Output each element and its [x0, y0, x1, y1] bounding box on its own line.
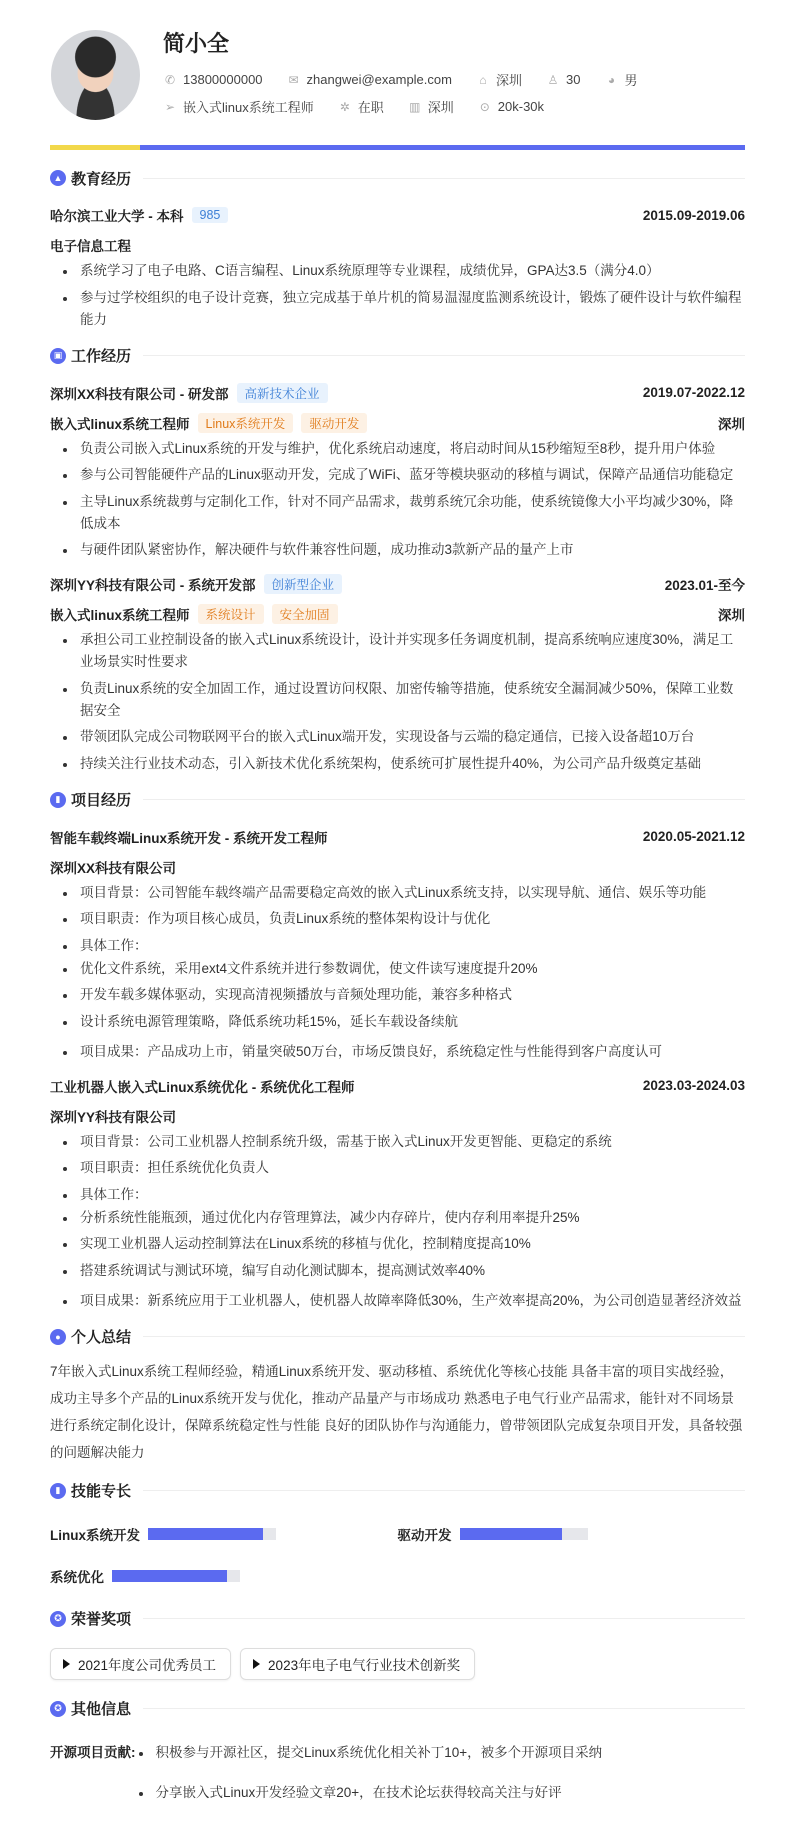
skill-bar-fill [460, 1528, 562, 1540]
skill-bar-fill [112, 1570, 227, 1582]
company: 深圳YY科技有限公司 - 系统开发部 [50, 578, 256, 593]
city: 深圳 [718, 608, 745, 623]
list-item: 项目职责：作为项目核心成员，负责Linux系统的整体架构设计与优化 [50, 908, 745, 930]
date: 2023.03-2024.03 [642, 1078, 745, 1093]
skill-bar [112, 1570, 240, 1582]
skill-bar [148, 1528, 276, 1540]
triangle-icon [63, 1659, 70, 1669]
project-name: 工业机器人嵌入式Linux系统优化 - 系统优化工程师 [50, 1079, 355, 1095]
briefcase-icon: ▣ [50, 348, 66, 364]
chart-icon: ▮ [50, 792, 66, 808]
other-label: 开源项目贡献: [50, 1744, 136, 1760]
section-title: 个人总结 [71, 1329, 132, 1346]
graduation-cap-icon: ▲ [50, 170, 66, 186]
list-item: 项目职责：担任系统优化负责人 [50, 1157, 745, 1179]
date: 2023.01-至今 [664, 578, 745, 593]
company: 深圳XX科技有限公司 - 研发部 [50, 386, 229, 402]
user-icon: ● [50, 1329, 66, 1345]
list-item: 优化文件系统，采用ext4文件系统并进行参数调优，使文件读写速度提升20% [50, 958, 745, 980]
skill-bar [460, 1528, 588, 1540]
list-item: 项目成果：新系统应用于工业机器人，使机器人故障率降低30%，生产效率提高20%，为公司创造显著经济效益 [50, 1290, 745, 1312]
project-name: 智能车载终端Linux系统开发 - 系统开发工程师 [50, 830, 328, 846]
age: 30 [565, 72, 581, 87]
skill-tag: 驱动开发 [301, 413, 367, 433]
date: 2020.05-2021.12 [642, 829, 745, 844]
role: 嵌入式linux系统工程师 [50, 416, 190, 432]
skill-tag: Linux系统开发 [198, 413, 294, 433]
company: 深圳XX科技有限公司 [50, 860, 177, 876]
award-label: 2021年度公司优秀员工 [78, 1657, 217, 1673]
info-icon: ✪ [50, 1701, 66, 1717]
date: 2019.07-2022.12 [642, 385, 745, 400]
award-icon: ✪ [50, 1611, 66, 1627]
other-section [50, 1698, 745, 1822]
send-icon: ➢ [164, 99, 176, 114]
list-item: 积极参与开源社区，提交Linux系统优化相关补丁10+，被多个开源项目采纳 [126, 1742, 603, 1764]
resume-body [50, 167, 745, 1842]
building-icon: ▥ [409, 99, 421, 114]
section-title: 技能专长 [71, 1483, 132, 1500]
school-tag: 985 [192, 207, 229, 223]
skill-item [50, 1566, 398, 1586]
list-item: 分析系统性能瓶颈，通过优化内存管理算法，减少内存碎片，使内存利用率提升25% [50, 1207, 745, 1229]
company-tag: 高新技术企业 [237, 383, 328, 403]
list-item: 项目背景：公司智能车载终端产品需要稳定高效的嵌入式Linux系统支持，以实现导航、通信、娱乐等功能 [50, 882, 745, 904]
list-item: 与硬件团队紧密协作，解决硬件与软件兼容性问题，成功推动3款新产品的量产上市 [50, 539, 745, 561]
city: 深圳 [495, 73, 522, 88]
skill-tag: 系统设计 [198, 604, 264, 624]
list-item: 负责Linux系统的安全加固工作，通过设置访问权限、加密传输等措施，使系统安全漏洞减少50%，保障工业数据安全 [50, 678, 745, 722]
skill-bar-fill [148, 1528, 263, 1540]
major: 电子信息工程 [50, 239, 131, 254]
projects-section [50, 789, 745, 1312]
phone-icon: ✆ [164, 72, 176, 87]
header-divider [50, 145, 745, 150]
list-item: 参与过学校组织的电子设计竞赛，独立完成基于单片机的简易温湿度监测系统设计，锻炼了硬件设计与软件编程能力 [50, 287, 745, 331]
city: 深圳 [718, 416, 745, 432]
role: 嵌入式linux系统工程师 [50, 608, 190, 623]
list-item: 开发车载多媒体驱动，实现高清视频播放与音频处理功能，兼容多种格式 [50, 984, 745, 1006]
list-item: 分享嵌入式Linux开发经验文章20+，在技术论坛获得较高关注与好评 [126, 1782, 603, 1804]
skills-section [50, 1480, 745, 1586]
triangle-icon [253, 1659, 260, 1669]
section-title: 项目经历 [71, 792, 132, 809]
skill-name: 驱动开发 [397, 1527, 452, 1543]
date: 2015.09-2019.06 [642, 207, 745, 223]
gender: 男 [624, 73, 638, 88]
summary-section [50, 1326, 745, 1466]
list-item: 设计系统电源管理策略，降低系统功耗15%，延长车载设备续航 [50, 1011, 745, 1033]
gender-icon: ◕ [607, 72, 616, 87]
avatar [51, 30, 140, 120]
list-item: 具体工作： [50, 935, 745, 957]
candidate-name: 简小全 [163, 31, 230, 56]
list-item: 项目背景：公司工业机器人控制系统升级，需基于嵌入式Linux开发更智能、更稳定的系统 [50, 1131, 745, 1153]
work-section [50, 345, 745, 775]
section-title: 其他信息 [71, 1701, 132, 1718]
award-label: 2023年电子电气行业技术创新奖 [268, 1657, 461, 1673]
list-item: 负责公司嵌入式Linux系统的开发与维护，优化系统启动速度，将启动时间从15秒缩短至8秒，提升用户体验 [50, 438, 745, 460]
list-item: 参与公司智能硬件产品的Linux驱动开发，完成了WiFi、蓝牙等模块驱动的移植与调试，保障产品通信功能稳定 [50, 464, 745, 486]
mail-icon: ✉ [288, 72, 299, 87]
home-icon: ⌂ [479, 72, 487, 87]
list-item: 搭建系统调试与测试环境，编写自动化测试脚本，提高测试效率40% [50, 1260, 745, 1282]
list-item: 主导Linux系统裁剪与定制化工作，针对不同产品需求，裁剪系统冗余功能，使系统镜像大小平均减少30%，降低成本 [50, 491, 745, 535]
section-title: 工作经历 [71, 348, 132, 365]
status-icon: ✲ [339, 99, 350, 114]
list-item: 系统学习了电子电路、C语言编程、Linux系统原理等专业课程，成绩优异，GPA达3.5（满分4.0） [50, 260, 745, 282]
award-item [240, 1648, 475, 1680]
phone: 13800000000 [183, 72, 263, 87]
salary: 20k-30k [497, 99, 545, 114]
job-row [163, 97, 544, 116]
chart-icon: ▮ [50, 1483, 66, 1499]
section-title: 荣誉奖项 [71, 1611, 132, 1628]
list-item: 持续关注行业技术动态，引入新技术优化系统架构，使系统可扩展性提升40%，为公司产品升级奠定基础 [50, 753, 745, 775]
company: 深圳YY科技有限公司 [50, 1109, 177, 1125]
honors-section [50, 1608, 745, 1680]
skill-item [50, 1524, 398, 1544]
award-item [50, 1648, 231, 1680]
skill-name: 系统优化 [50, 1569, 104, 1585]
section-title: 教育经历 [71, 170, 132, 188]
list-item: 实现工业机器人运动控制算法在Linux系统的移植与优化，控制精度提高10% [50, 1233, 745, 1255]
list-item: 具体工作： [50, 1184, 745, 1206]
summary-text: 7年嵌入式Linux系统工程师经验，精通Linux系统开发、驱动移植、系统优化等核心技能 具备丰富的项目实战经验，成功主导多个产品的Linux系统开发与优化，推动产品量产与市场成功 熟悉电子电气行业产品需求，能针对不同场景进行系统定制化设计，保障系统稳定性与性能 良好的团队协作与沟通能力，曾带领团队完成复杂项目开发，具备较强的问题解决能力 [50, 1363, 743, 1460]
contact-row [163, 70, 637, 89]
skill-tag: 安全加固 [272, 604, 338, 624]
school: 哈尔滨工业大学 - 本科 [50, 209, 184, 224]
education-section [50, 167, 745, 331]
list-item: 承担公司工业控制设备的嵌入式Linux系统设计，设计并实现多任务调度机制，提高系统响应速度30%，满足工业场景实时性要求 [50, 629, 745, 673]
age-icon: ♙ [547, 72, 559, 87]
list-item: 项目成果：产品成功上市，销量突破50万台，市场反馈良好，系统稳定性与性能得到客户高度认可 [50, 1041, 745, 1063]
skill-item [398, 1524, 746, 1544]
salary-icon: ⊙ [479, 99, 490, 114]
skill-name: Linux系统开发 [50, 1527, 140, 1543]
company-tag: 创新型企业 [264, 574, 343, 594]
email: zhangwei@example.com [306, 72, 452, 87]
target-city: 深圳 [427, 100, 454, 115]
list-item: 带领团队完成公司物联网平台的嵌入式Linux端开发，实现设备与云端的稳定通信，已接入设备超10万台 [50, 726, 745, 748]
job-title: 嵌入式linux系统工程师 [183, 100, 314, 115]
job-status: 在职 [357, 100, 384, 115]
